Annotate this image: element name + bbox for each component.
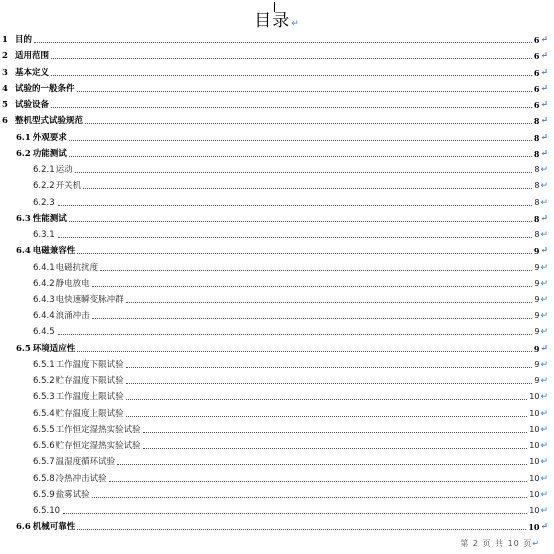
toc-entry-page: 10 [529, 441, 540, 450]
paragraph-mark-icon: ↵ [540, 263, 548, 273]
toc-entry-number: 6.5.10 [33, 506, 61, 516]
toc-dot-leader [58, 236, 533, 238]
toc-entry-number: 6.4 [16, 246, 31, 256]
toc-entry-page: 6 [533, 35, 540, 45]
toc-dot-leader [63, 512, 527, 514]
toc-entry[interactable] [0, 245, 548, 257]
toc-entry[interactable] [0, 440, 548, 452]
toc-dot-leader [126, 366, 533, 368]
toc-entry-text: 开关机 [55, 181, 82, 191]
toc-entry-text: 外观要求 [32, 133, 67, 143]
toc-entry-page: 10 [529, 457, 540, 466]
toc-entry-text: 静电放电 [55, 279, 90, 289]
toc-entry-number: 4 [2, 84, 8, 94]
toc-dot-leader [69, 220, 532, 222]
toc-entry-number: 5 [2, 100, 8, 110]
paragraph-mark-icon: ↵ [540, 165, 548, 175]
paragraph-mark-icon: ↵ [540, 279, 548, 289]
paragraph-mark-icon: ↵ [540, 425, 548, 435]
toc-entry-text: 盐雾试验 [55, 490, 90, 500]
toc-entry-page: 9 [534, 311, 540, 320]
toc-entry[interactable] [0, 326, 548, 338]
paragraph-mark-icon: ↵ [540, 84, 548, 94]
toc-entry-text: 机械可靠性 [32, 522, 76, 532]
toc-entry-number: 6.4.3 [33, 295, 55, 305]
toc-entry-page: 8 [533, 133, 540, 143]
toc-entry-text: 基本定义 [15, 68, 50, 78]
paragraph-mark-icon: ↵ [540, 344, 548, 354]
toc-entry-text: 性能测试 [32, 214, 67, 224]
toc-entry-number: 6.4.4 [33, 311, 55, 321]
toc-entry-page: 8 [533, 214, 540, 224]
toc-entry[interactable] [0, 408, 548, 420]
toc-entry[interactable] [0, 310, 548, 322]
paragraph-mark-icon: ↵ [540, 116, 548, 126]
toc-entry-number: 6.4.5 [33, 327, 55, 337]
toc-entry[interactable] [0, 180, 548, 192]
toc-entry-text: 工作恒定湿热实验试验 [55, 425, 141, 435]
toc-entry[interactable] [0, 229, 548, 241]
toc-dot-leader [34, 41, 532, 43]
toc-entry[interactable] [0, 456, 548, 468]
toc-entry[interactable] [0, 164, 548, 176]
toc-dot-leader [126, 398, 528, 400]
toc-entry-number: 6 [2, 116, 8, 126]
toc-entry-page: 8 [534, 165, 540, 174]
toc-entry[interactable] [0, 132, 548, 144]
paragraph-mark-icon: ↵ [540, 441, 548, 451]
toc-dot-leader [51, 57, 532, 59]
toc-entry-number: 2 [2, 51, 8, 61]
toc-entry-text: 贮存温度下限试验 [55, 376, 124, 386]
toc-entry-number: 6.2.2 [33, 181, 55, 191]
toc-entry-number: 6.5.8 [33, 474, 55, 484]
toc-dot-leader [77, 350, 532, 352]
toc-title-text: 目录 [254, 11, 291, 31]
toc-entry[interactable] [0, 67, 548, 79]
toc-entry-page: 6 [533, 51, 540, 61]
toc-entry-number: 6.3 [16, 214, 31, 224]
toc-entry-number: 6.2.3 [33, 198, 55, 208]
toc-dot-leader [109, 480, 528, 482]
toc-entry-number: 6.5.3 [33, 392, 55, 402]
paragraph-mark-icon: ↵ [540, 409, 548, 419]
toc-entry-page: 9 [534, 263, 540, 272]
toc-dot-leader [83, 187, 532, 189]
toc-entry-page: 9 [534, 360, 540, 369]
toc-entry-page: 8 [534, 198, 540, 207]
toc-entry-page: 8 [534, 230, 540, 239]
toc-entry-number: 6.5.1 [33, 360, 55, 370]
toc-dot-leader [143, 447, 528, 449]
page-footer [460, 538, 540, 549]
paragraph-mark-icon: ↵ [540, 522, 548, 532]
toc-dot-leader [100, 269, 532, 271]
toc-dot-leader [69, 155, 532, 157]
toc-dot-leader [77, 90, 532, 92]
toc-entry-page: 9 [534, 295, 540, 304]
toc-dot-leader [92, 496, 528, 498]
toc-entry-text: 功能测试 [32, 149, 67, 159]
paragraph-mark-icon: ↵ [540, 474, 548, 484]
toc-entry[interactable] [0, 359, 548, 371]
toc-entry[interactable] [0, 99, 548, 111]
paragraph-mark-icon: ↵ [540, 506, 548, 516]
toc-dot-leader [75, 171, 533, 173]
toc-entry-page: 10 [529, 490, 540, 499]
toc-entry-number: 1 [2, 35, 8, 45]
toc-dot-leader [77, 252, 532, 254]
toc-entry[interactable] [0, 148, 548, 160]
toc-dot-leader [51, 74, 532, 76]
toc-entry-text: 工作温度下限试验 [55, 360, 124, 370]
toc-entry[interactable] [0, 278, 548, 290]
toc-entry-number: 6.3.1 [33, 230, 55, 240]
toc-entry-text: 工作温度上限试验 [55, 392, 124, 402]
toc-entry[interactable] [0, 213, 548, 225]
toc-entry-number: 6.5 [16, 344, 31, 354]
toc-dot-leader [69, 139, 532, 141]
toc-dot-leader [143, 431, 528, 433]
toc-entry-text: 运动 [55, 165, 73, 175]
toc-entry-page: 9 [534, 327, 540, 336]
footer-page-info: 第 2 页 共 10 页 [460, 539, 533, 548]
toc-entry-text: 环境适应性 [32, 344, 76, 354]
toc-dot-leader [85, 122, 532, 124]
toc-entry-number: 6.5.5 [33, 425, 55, 435]
toc-entry-number: 6.5.2 [33, 376, 55, 386]
toc-entry[interactable] [0, 197, 548, 209]
toc-entry[interactable] [0, 34, 548, 46]
toc-entry-text: 温湿度循环试验 [55, 457, 116, 467]
toc-entry-text: 冷热冲击试验 [55, 474, 107, 484]
toc-entry[interactable] [0, 505, 548, 517]
toc-entry-text: 试验设备 [15, 100, 50, 110]
toc-entry-number: 6.2.1 [33, 165, 55, 175]
toc-entry-text: 浪涌冲击 [55, 311, 90, 321]
toc-entry-page: 8 [534, 181, 540, 190]
toc-entry-page: 10 [529, 392, 540, 401]
toc-entry-number: 6.6 [16, 522, 31, 532]
paragraph-mark-icon: ↵ [540, 392, 548, 402]
toc-dot-leader [126, 382, 533, 384]
toc-dot-leader [126, 415, 528, 417]
toc-entry[interactable] [0, 343, 548, 355]
toc-entry-page: 10 [529, 409, 540, 418]
toc-entry[interactable] [0, 391, 548, 403]
toc-entry-page: 6 [533, 100, 540, 110]
toc-entry-page: 9 [533, 344, 540, 354]
paragraph-mark-icon: ↵ [540, 376, 548, 386]
toc-dot-leader [58, 204, 533, 206]
toc-entry-page: 10 [529, 425, 540, 434]
paragraph-mark-icon: ↵ [540, 198, 548, 208]
toc-entry[interactable] [0, 294, 548, 306]
toc-entry-page: 8 [533, 116, 540, 126]
paragraph-mark-icon: ↵ [540, 181, 548, 191]
toc-entry-number: 6.4.2 [33, 279, 55, 289]
toc-entry-text: 适用范围 [15, 51, 50, 61]
paragraph-mark-icon: ↵ [540, 230, 548, 240]
paragraph-mark-icon: ↵ [540, 133, 548, 143]
paragraph-mark-icon: ↵ [540, 214, 548, 224]
toc-entry[interactable] [0, 473, 548, 485]
toc-entry-text: 贮存温度上限试验 [55, 409, 124, 419]
toc-entry-text: 目的 [15, 35, 33, 45]
toc-entry-number: 6.2 [16, 149, 31, 159]
toc-entry-text: 贮存恒定湿热实验试验 [55, 441, 141, 451]
toc-dot-leader [77, 528, 526, 530]
toc-entry[interactable] [0, 262, 548, 274]
paragraph-mark-icon: ↵ [540, 311, 548, 321]
toc-dot-leader [51, 106, 532, 108]
toc-entry[interactable] [0, 424, 548, 436]
toc-dot-leader [126, 301, 533, 303]
paragraph-mark-icon: ↵ [532, 539, 540, 548]
toc-entry-text: 整机型式试验规范 [15, 116, 84, 126]
toc-dot-leader [117, 463, 527, 465]
toc-dot-leader [92, 285, 533, 287]
paragraph-mark-icon: ↵ [540, 360, 548, 370]
paragraph-mark-icon: ↵ [540, 327, 548, 337]
toc-entry-page: 6 [533, 68, 540, 78]
paragraph-mark-icon: ↵ [540, 457, 548, 467]
toc-entry-page: 8 [533, 149, 540, 159]
toc-entry-text: 试验的一般条件 [15, 84, 75, 94]
paragraph-mark-icon: ↵ [540, 68, 548, 78]
toc-entry[interactable] [0, 115, 548, 127]
toc-entry-number: 6.5.4 [33, 409, 55, 419]
paragraph-mark-icon: ↵ [540, 100, 548, 110]
toc-entry[interactable] [0, 489, 548, 501]
toc-entry-text: 电磁抗扰度 [55, 263, 99, 273]
paragraph-mark-icon: ↵ [540, 295, 548, 305]
toc-entry-page: 9 [534, 376, 540, 385]
toc-entry[interactable] [0, 521, 548, 533]
toc-dot-leader [58, 333, 533, 335]
paragraph-mark-icon: ↵ [540, 51, 548, 61]
toc-entry-text: 电磁兼容性 [32, 246, 76, 256]
paragraph-mark-icon: ↵ [540, 149, 548, 159]
toc-entry-number: 6.4.1 [33, 263, 55, 273]
toc-entry[interactable] [0, 50, 548, 62]
toc-entry-page: 10 [528, 522, 540, 532]
toc-entry-page: 9 [534, 279, 540, 288]
paragraph-mark-icon: ↵ [291, 19, 300, 29]
toc-entry-page: 9 [533, 246, 540, 256]
toc-entry-page: 6 [533, 84, 540, 94]
toc-entry-page: 10 [529, 506, 540, 515]
toc-entry[interactable] [0, 375, 548, 387]
toc-entry-number: 6.5.9 [33, 490, 55, 500]
toc-entry-number: 6.5.6 [33, 441, 55, 451]
toc-entry-page: 10 [529, 474, 540, 483]
paragraph-mark-icon: ↵ [540, 35, 548, 45]
toc-entry-text: 电快速瞬变脉冲群 [55, 295, 124, 305]
toc-title [0, 11, 554, 34]
toc-entry[interactable] [0, 83, 548, 95]
toc-entry-number: 6.1 [16, 133, 31, 143]
toc-entry-number: 3 [2, 68, 8, 78]
toc-entry-number: 6.5.7 [33, 457, 55, 467]
paragraph-mark-icon: ↵ [540, 246, 548, 256]
toc-dot-leader [92, 317, 533, 319]
paragraph-mark-icon: ↵ [540, 490, 548, 500]
